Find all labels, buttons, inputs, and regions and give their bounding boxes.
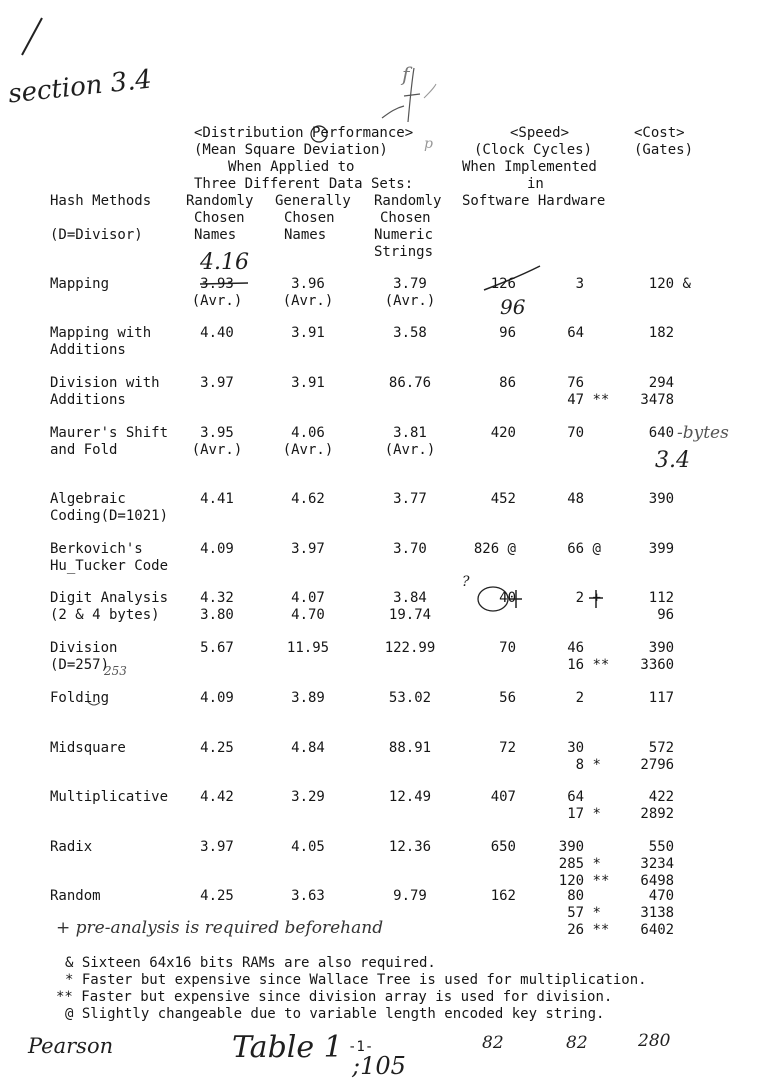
hardware-cycles: 26 ** <box>567 922 610 938</box>
general-names-msd: (Avr.) <box>282 442 334 458</box>
header-speed-line: (Clock Cycles) <box>474 142 593 158</box>
header-distribution-line: (Mean Square Deviation) <box>194 142 388 158</box>
method-name: Digit Analysis <box>50 590 169 606</box>
hardware-cycles: 2 <box>575 690 585 706</box>
gate-cost: 2796 <box>640 757 675 773</box>
hardware-cycles: 16 ** <box>567 657 610 673</box>
hardware-cycles: 80 <box>567 888 585 904</box>
mapping-sw-correction: 96 <box>500 295 526 319</box>
method-name: Radix <box>50 839 93 855</box>
random-names-msd: 3.95 <box>200 425 234 441</box>
gate-cost: 2892 <box>640 806 675 822</box>
general-names-msd: (Avr.) <box>282 293 334 309</box>
footnote: ** Faster but expensive since division array is used for division. <box>56 989 613 1005</box>
software-cycles: 407 <box>490 789 516 805</box>
method-name: Coding(D=1021) <box>50 508 169 524</box>
hardware-cycles: 76 <box>567 375 585 391</box>
general-names-msd: 4.06 <box>291 425 325 441</box>
numeric-strings-msd: 12.36 <box>388 839 432 855</box>
preanalysis-note: + pre-analysis is required beforehand <box>56 918 384 938</box>
random-names-msd: 4.25 <box>200 888 234 904</box>
hardware-cycles: 17 * <box>567 806 601 822</box>
numeric-strings-msd: 86.76 <box>388 375 432 391</box>
gate-cost: 3234 <box>640 856 675 872</box>
software-cycles: 70 <box>499 640 516 656</box>
hardware-cycles: 48 <box>567 491 585 507</box>
method-name: Additions <box>50 392 126 408</box>
bottom-total: 280 <box>638 1031 671 1051</box>
digit-note: ? <box>462 574 470 590</box>
header-col3-line: Strings <box>374 244 434 260</box>
general-names-msd: 11.95 <box>286 640 330 656</box>
random-names-msd: 3.97 <box>200 839 234 855</box>
gate-cost: 3360 <box>640 657 675 673</box>
hardware-cycles: 47 ** <box>567 392 610 408</box>
numeric-strings-msd: 3.79 <box>393 276 427 292</box>
table-label: Table 1 <box>232 1030 343 1065</box>
general-names-msd: 3.96 <box>291 276 325 292</box>
gate-cost: 112 <box>648 590 675 606</box>
header-distribution-line: When Applied to <box>228 159 355 175</box>
bottom-total: 82 <box>482 1033 504 1053</box>
hardware-cycles: 46 <box>567 640 585 656</box>
header-speed-line: in <box>527 176 544 192</box>
random-names-msd: 3.80 <box>200 607 234 623</box>
gate-cost: 399 <box>648 541 675 557</box>
gate-cost: 294 <box>648 375 675 391</box>
method-name: (D=257) <box>50 657 110 673</box>
maurer-ref-note: 3.4 <box>655 448 690 473</box>
gate-cost: 182 <box>648 325 675 341</box>
general-names-msd: 3.29 <box>291 789 325 805</box>
random-names-msd: (Avr.) <box>191 442 243 458</box>
header-col2-line: Chosen <box>284 210 335 226</box>
numeric-strings-msd: 53.02 <box>388 690 432 706</box>
division-note: 253 <box>104 664 127 678</box>
hardware-cycles: 70 <box>567 425 585 441</box>
method-name: and Fold <box>50 442 118 458</box>
gate-cost: 3478 <box>640 392 675 408</box>
method-name: Maurer's Shift <box>50 425 169 441</box>
software-cycles: 86 <box>499 375 516 391</box>
header-hash-methods: Hash Methods <box>50 193 152 209</box>
header-speed-line: When Implemented <box>462 159 597 175</box>
footnote: * Faster but expensive since Wallace Tree is used for multiplication. <box>65 972 647 988</box>
section-annotation: section 3.4 <box>6 64 154 110</box>
hardware-cycles: 120 ** <box>558 873 610 889</box>
faint-mark <box>424 84 436 98</box>
general-names-msd: 3.89 <box>291 690 325 706</box>
software-cycles: 162 <box>490 888 516 904</box>
gate-cost: 390 <box>648 640 675 656</box>
numeric-strings-msd: 19.74 <box>388 607 432 623</box>
gate-cost: 96 <box>657 607 675 623</box>
random-names-msd: 4.25 <box>200 740 234 756</box>
numeric-strings-msd: 9.79 <box>393 888 427 904</box>
method-name: Mapping with <box>50 325 152 341</box>
hardware-cycles: 57 * <box>567 905 601 921</box>
maurer-cost-note: -bytes <box>677 423 729 443</box>
general-names-msd: 4.07 <box>291 590 325 606</box>
method-name: Additions <box>50 342 126 358</box>
general-names-msd: 3.97 <box>291 541 325 557</box>
numeric-strings-msd: 88.91 <box>388 740 432 756</box>
method-name: Multiplicative <box>50 789 169 805</box>
page-footer: -1- <box>348 1039 374 1055</box>
header-col1-line: Randomly <box>186 193 254 209</box>
hardware-cycles: 8 * <box>575 757 601 773</box>
numeric-strings-msd: (Avr.) <box>384 293 436 309</box>
software-cycles: 452 <box>490 491 516 507</box>
header-distribution-line: Three Different Data Sets: <box>194 176 414 192</box>
gate-cost: 6498 <box>640 873 675 889</box>
numeric-strings-msd: 3.77 <box>393 491 427 507</box>
top-scrawl-annotation: f <box>402 62 410 86</box>
header-col1-line: Names <box>194 227 237 243</box>
software-cycles: 40 <box>499 590 516 606</box>
random-names-msd: 3.93 <box>200 276 234 292</box>
header-speed-line: <Speed> <box>510 125 570 141</box>
top-scrawl-mark <box>382 68 420 122</box>
software-cycles: 420 <box>490 425 516 441</box>
method-name: Hu_Tucker Code <box>50 558 169 574</box>
gate-cost: 6402 <box>640 922 675 938</box>
gate-cost: 470 <box>648 888 675 904</box>
method-name: Random <box>50 888 101 904</box>
software-cycles: 96 <box>499 325 516 341</box>
hardware-cycles: 64 <box>567 325 585 341</box>
hardware-cycles: 2 + <box>575 590 601 606</box>
general-names-msd: 4.84 <box>291 740 325 756</box>
numeric-strings-msd: 3.84 <box>393 590 427 606</box>
footnote: @ Slightly changeable due to variable length encoded key string. <box>65 1006 605 1022</box>
mapping-c1-correction: 4.16 <box>200 250 249 275</box>
header-distribution-line: <Distribution Performance> <box>194 125 414 141</box>
software-cycles: 126 <box>490 276 516 292</box>
numeric-strings-msd: 122.99 <box>384 640 436 656</box>
hardware-cycles: 285 * <box>558 856 601 872</box>
random-names-msd: 4.41 <box>200 491 234 507</box>
general-names-msd: 4.05 <box>291 839 325 855</box>
gate-cost: 572 <box>648 740 675 756</box>
random-names-msd: 5.67 <box>200 640 234 656</box>
method-name: (2 & 4 bytes) <box>50 607 160 623</box>
software-cycles: 650 <box>490 839 516 855</box>
random-names-msd: 4.09 <box>200 690 234 706</box>
numeric-strings-msd: 3.81 <box>393 425 427 441</box>
general-names-msd: 4.62 <box>291 491 325 507</box>
numeric-strings-msd: 3.58 <box>393 325 427 341</box>
header-divisor: (D=Divisor) <box>50 227 143 243</box>
header-cost-line: <Cost> <box>634 125 685 141</box>
software-cycles: 56 <box>499 690 516 706</box>
method-name: Midsquare <box>50 740 126 756</box>
hardware-cycles: 3 <box>575 276 585 292</box>
software-cycles: 72 <box>499 740 516 756</box>
general-names-msd: 3.91 <box>291 375 325 391</box>
footnote: & Sixteen 64x16 bits RAMs are also required. <box>65 955 436 971</box>
numeric-strings-msd: (Avr.) <box>384 442 436 458</box>
method-name: Division with <box>50 375 160 391</box>
gate-cost: 3138 <box>640 905 675 921</box>
corner-slash-mark <box>22 18 42 55</box>
method-name: Berkovich's <box>50 541 143 557</box>
gate-cost: 390 <box>648 491 675 507</box>
random-names-msd: 4.32 <box>200 590 234 606</box>
gate-cost: 550 <box>648 839 675 855</box>
page-number: ;105 <box>352 1052 406 1080</box>
general-names-msd: 3.91 <box>291 325 325 341</box>
numeric-strings-msd: 3.70 <box>393 541 427 557</box>
gate-cost: 422 <box>648 789 675 805</box>
random-names-msd: 4.40 <box>200 325 234 341</box>
author-signature: Pearson <box>28 1034 114 1058</box>
random-names-msd: 4.42 <box>200 789 234 805</box>
gate-cost: 120 & <box>648 276 691 292</box>
hardware-cycles: 390 <box>558 839 585 855</box>
gate-cost: 640 <box>648 425 675 441</box>
hardware-cycles: 66 @ <box>567 541 601 557</box>
software-cycles: 826 @ <box>473 541 516 557</box>
header-col3-line: Numeric <box>374 227 434 243</box>
numeric-strings-msd: 12.49 <box>388 789 432 805</box>
gate-cost: 117 <box>648 690 675 706</box>
header-cost-line: (Gates) <box>634 142 694 158</box>
header-col2-line: Names <box>284 227 327 243</box>
header-col3-line: Chosen <box>380 210 431 226</box>
method-name: Algebraic <box>50 491 126 507</box>
random-names-msd: 3.97 <box>200 375 234 391</box>
hardware-cycles: 30 <box>567 740 585 756</box>
header-col2-line: Generally <box>275 193 351 209</box>
method-name: Folding <box>50 690 110 706</box>
method-name: Division <box>50 640 118 656</box>
header-col3-line: Randomly <box>374 193 442 209</box>
performance-mark-annotation: p <box>424 136 433 152</box>
bottom-total: 82 <box>566 1033 588 1053</box>
random-names-msd: (Avr.) <box>191 293 243 309</box>
general-names-msd: 4.70 <box>291 607 325 623</box>
method-name: Mapping <box>50 276 110 292</box>
header-speed-line: Software Hardware <box>462 193 606 209</box>
general-names-msd: 3.63 <box>291 888 325 904</box>
hardware-cycles: 64 <box>567 789 585 805</box>
random-names-msd: 4.09 <box>200 541 234 557</box>
header-col1-line: Chosen <box>194 210 245 226</box>
